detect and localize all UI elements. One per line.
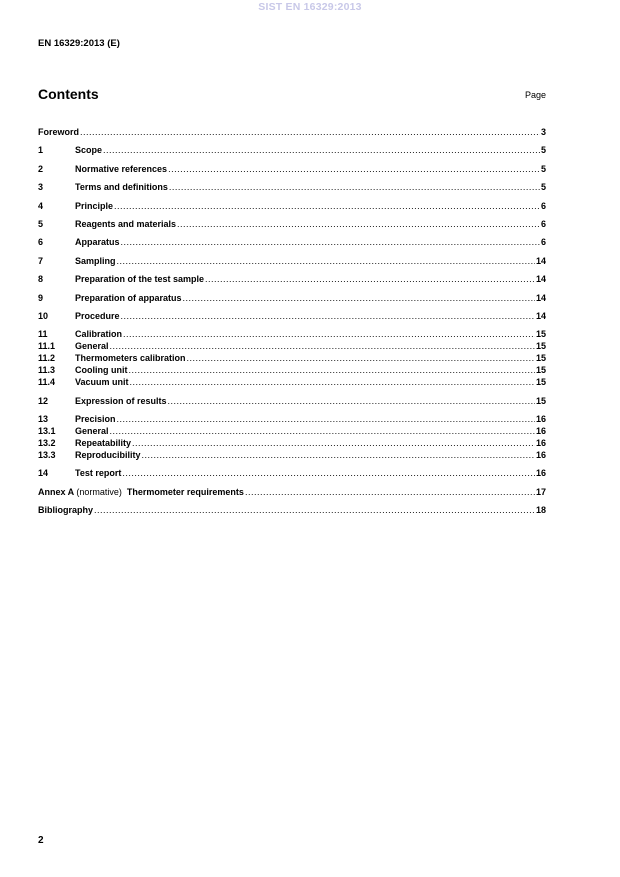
toc-entry-number: 13.1 bbox=[38, 426, 56, 437]
toc-entry-title: Terms and definitions bbox=[75, 182, 168, 193]
toc-leader-dots bbox=[169, 181, 540, 193]
toc-entry-page: 15 bbox=[535, 377, 546, 388]
toc-entry-title: Procedure bbox=[75, 310, 120, 321]
toc-leader-dots bbox=[117, 255, 535, 267]
toc-entry-page: 14 bbox=[535, 292, 546, 303]
annex-title: Thermometer requirements bbox=[126, 486, 244, 497]
toc-entry-apparatus[interactable] bbox=[38, 236, 546, 248]
toc-entry-preparation-of-test-sample[interactable] bbox=[38, 273, 546, 285]
toc-entry-page: 14 bbox=[535, 255, 546, 266]
toc-entry-number: 8 bbox=[38, 274, 44, 285]
toc-leader-dots bbox=[142, 449, 535, 461]
toc-entry-number: 7 bbox=[38, 255, 44, 266]
toc-leader-dots bbox=[94, 504, 535, 516]
toc-leader-dots bbox=[110, 340, 535, 352]
toc-entry-number: 11.2 bbox=[38, 353, 56, 364]
toc-entry-title: Preparation of the test sample bbox=[75, 274, 205, 285]
toc-leader-dots bbox=[128, 364, 535, 376]
toc-entry-sampling[interactable] bbox=[38, 255, 546, 267]
toc-entry-precision-general[interactable] bbox=[38, 425, 546, 437]
toc-entry-page: 18 bbox=[535, 505, 546, 516]
toc-entry-page: 6 bbox=[540, 237, 546, 248]
toc-entry-title: Thermometers calibration bbox=[75, 353, 186, 364]
toc-entry-title: Scope bbox=[75, 145, 103, 156]
toc-entry-number: 5 bbox=[38, 218, 44, 229]
toc-entry-title: Reproducibility bbox=[75, 450, 141, 461]
toc-entry-principle[interactable] bbox=[38, 200, 546, 212]
toc-entry-title: Sampling bbox=[75, 255, 116, 266]
toc-leader-dots bbox=[122, 467, 535, 479]
toc-entry-preparation-of-apparatus[interactable] bbox=[38, 292, 546, 304]
toc-entry-normative-references[interactable] bbox=[38, 163, 546, 175]
toc-leader-dots bbox=[168, 395, 535, 407]
toc-entry-page: 16 bbox=[535, 450, 546, 461]
toc-entry-number: 1 bbox=[38, 145, 44, 156]
toc-entry-number: 14 bbox=[38, 468, 49, 479]
toc-entry-page: 15 bbox=[535, 341, 546, 352]
toc-leader-dots bbox=[80, 126, 540, 138]
watermark: SIST EN 16329:2013 bbox=[258, 1, 362, 13]
toc-entry-number: 12 bbox=[38, 395, 49, 406]
contents-title: Contents bbox=[38, 86, 99, 102]
toc-entry-page: 17 bbox=[535, 486, 546, 497]
toc-entry-page: 16 bbox=[535, 438, 546, 449]
toc-entry-number: 11.1 bbox=[38, 341, 56, 352]
toc-leader-dots bbox=[121, 310, 535, 322]
toc-leader-dots bbox=[168, 163, 540, 175]
toc-entry-repeatability[interactable] bbox=[38, 437, 546, 449]
toc-entry-number: 11.4 bbox=[38, 377, 56, 388]
toc-entry-number: 4 bbox=[38, 200, 44, 211]
toc-entry-number: 13.3 bbox=[38, 450, 56, 461]
toc-entry-vacuum-unit[interactable] bbox=[38, 376, 546, 388]
toc-entry-page: 3 bbox=[540, 127, 546, 137]
toc-entry-title: Principle bbox=[75, 200, 114, 211]
toc-entry-number: 3 bbox=[38, 182, 44, 193]
toc-entry-number: 13 bbox=[38, 414, 49, 425]
document-id: EN 16329:2013 (E) bbox=[38, 38, 120, 49]
toc-leader-dots bbox=[183, 292, 535, 304]
toc-entry-foreword[interactable] bbox=[38, 126, 546, 138]
toc-entry-annex-a[interactable] bbox=[38, 486, 546, 498]
annex-qualifier: (normative) bbox=[76, 486, 122, 497]
page-column-label: Page bbox=[524, 90, 546, 100]
toc-leader-dots bbox=[121, 236, 540, 248]
annex-label: Annex A bbox=[38, 486, 74, 497]
toc-entry-page: 15 bbox=[535, 365, 546, 376]
toc-entry-page: 15 bbox=[535, 395, 546, 406]
toc-entry-number: 11.3 bbox=[38, 365, 56, 376]
toc-entry-title: General bbox=[75, 426, 109, 437]
toc-entry-procedure[interactable] bbox=[38, 310, 546, 322]
toc-entry-test-report[interactable] bbox=[38, 467, 546, 479]
toc-entry-page: 14 bbox=[535, 310, 546, 321]
toc-leader-dots bbox=[130, 376, 535, 388]
toc-entry-title: Calibration bbox=[75, 329, 123, 340]
toc-entry-page: 16 bbox=[535, 426, 546, 437]
toc-leader-dots bbox=[114, 200, 540, 212]
toc-entry-page: 14 bbox=[535, 274, 546, 285]
toc-leader-dots bbox=[187, 352, 535, 364]
toc-entry-number: 9 bbox=[38, 292, 44, 303]
toc-entry-calibration-general[interactable] bbox=[38, 340, 546, 352]
toc-leader-dots bbox=[245, 486, 535, 498]
toc-entry-title: Preparation of apparatus bbox=[75, 292, 182, 303]
toc-leader-dots bbox=[103, 144, 540, 156]
toc-entry-page: 6 bbox=[540, 200, 546, 211]
toc-entry-number: 11 bbox=[38, 329, 48, 340]
toc-entry-expression-of-results[interactable] bbox=[38, 395, 546, 407]
toc-entry-scope[interactable] bbox=[38, 144, 546, 156]
toc-entry-number: 13.2 bbox=[38, 438, 56, 449]
table-of-contents bbox=[38, 126, 546, 516]
toc-leader-dots bbox=[110, 425, 535, 437]
toc-entry-title: Reagents and materials bbox=[75, 218, 177, 229]
toc-entry-page: 16 bbox=[535, 468, 546, 479]
toc-leader-dots bbox=[117, 413, 535, 425]
toc-entry-calibration[interactable] bbox=[38, 328, 546, 340]
toc-entry-page: 16 bbox=[535, 414, 546, 425]
toc-entry-reagents-and-materials[interactable] bbox=[38, 218, 546, 230]
toc-entry-title: Repeatability bbox=[75, 438, 132, 449]
toc-leader-dots bbox=[132, 437, 535, 449]
toc-entry-title: Apparatus bbox=[75, 237, 120, 248]
toc-entry-precision[interactable] bbox=[38, 413, 546, 425]
toc-entry-title: General bbox=[75, 341, 109, 352]
toc-entry-page: 6 bbox=[540, 218, 546, 229]
toc-leader-dots bbox=[205, 273, 535, 285]
toc-entry-title: Test report bbox=[75, 468, 122, 479]
toc-entry-title bbox=[38, 486, 244, 498]
page-number: 2 bbox=[38, 835, 44, 846]
toc-entry-reproducibility[interactable] bbox=[38, 449, 546, 461]
toc-entry-thermometers-calibration[interactable] bbox=[38, 352, 546, 364]
toc-entry-page: 15 bbox=[535, 353, 546, 364]
toc-entry-page: 5 bbox=[540, 182, 546, 193]
toc-entry-title: Foreword bbox=[38, 127, 80, 137]
toc-entry-title: Normative references bbox=[75, 163, 168, 174]
toc-entry-page: 15 bbox=[535, 329, 546, 340]
toc-entry-number: 10 bbox=[38, 310, 49, 321]
toc-entry-title: Bibliography bbox=[38, 505, 94, 516]
toc-entry-title: Expression of results bbox=[75, 395, 167, 406]
toc-entry-terms-and-definitions[interactable] bbox=[38, 181, 546, 193]
toc-entry-title: Precision bbox=[75, 414, 116, 425]
toc-entry-page: 5 bbox=[540, 163, 546, 174]
toc-leader-dots bbox=[123, 328, 535, 340]
toc-entry-page: 5 bbox=[540, 145, 546, 156]
toc-entry-number: 2 bbox=[38, 163, 44, 174]
toc-entry-title: Vacuum unit bbox=[75, 377, 129, 388]
toc-entry-title: Cooling unit bbox=[75, 365, 128, 376]
toc-entry-cooling-unit[interactable] bbox=[38, 364, 546, 376]
toc-entry-bibliography[interactable] bbox=[38, 504, 546, 516]
toc-entry-number: 6 bbox=[38, 237, 44, 248]
toc-leader-dots bbox=[177, 218, 540, 230]
